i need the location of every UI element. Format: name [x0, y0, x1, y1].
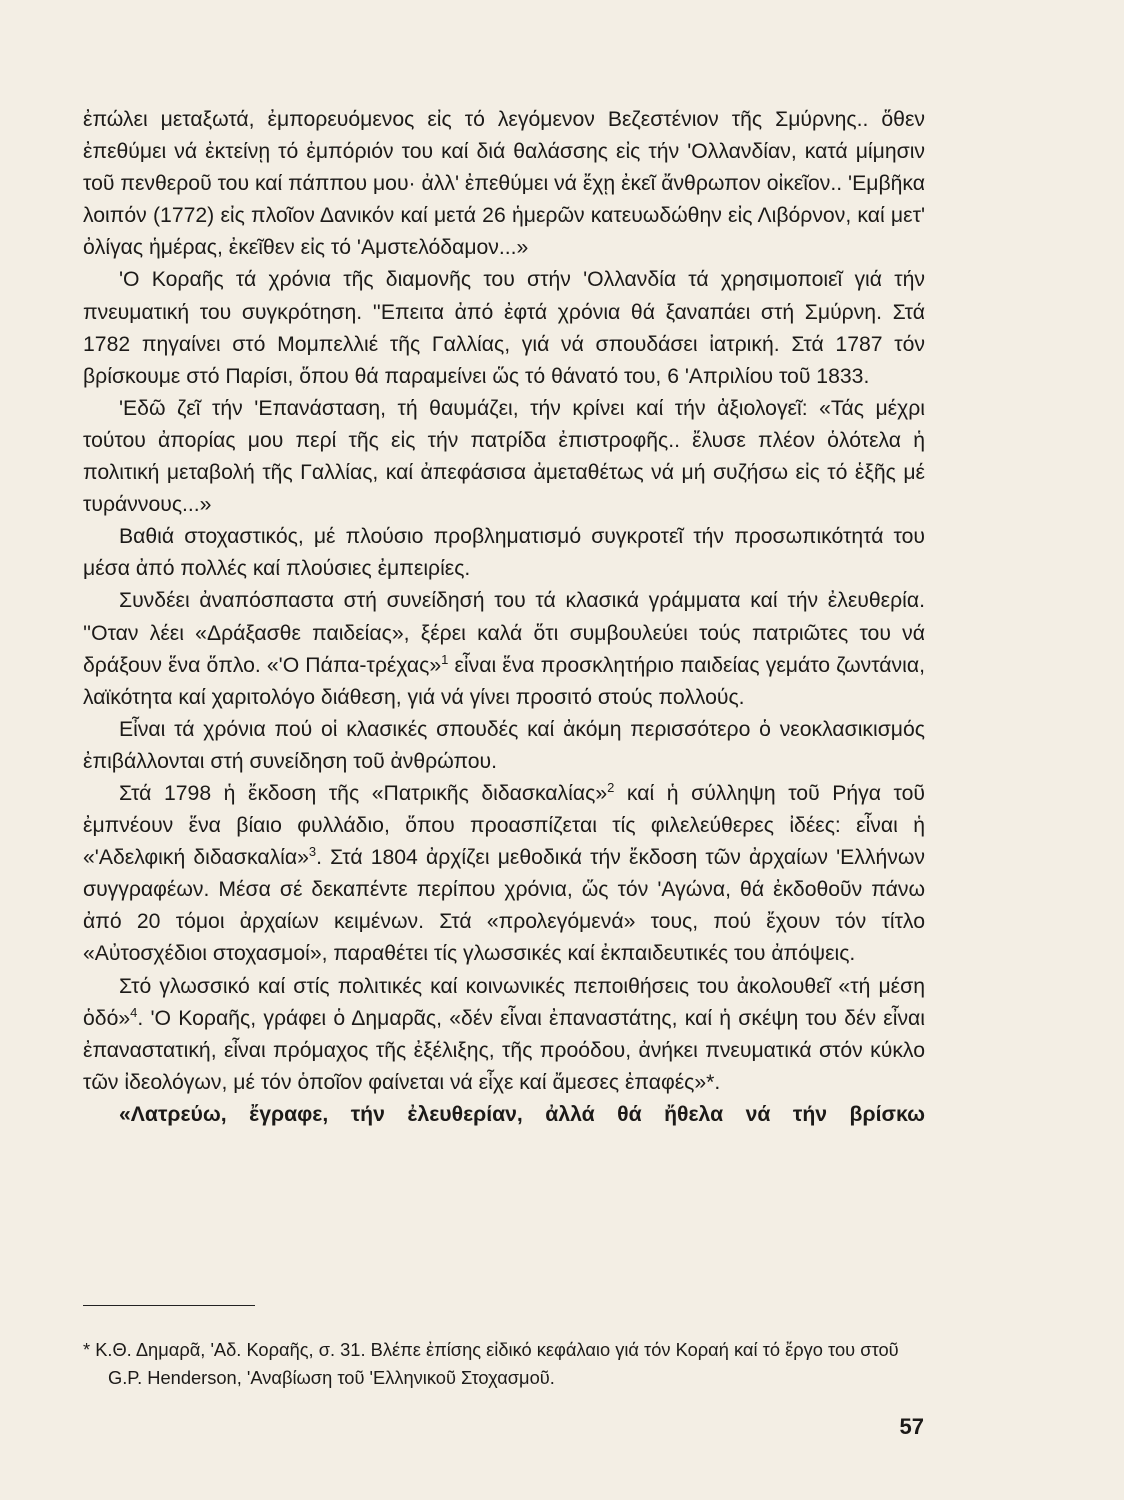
paragraph	[83, 585, 925, 713]
footnote-divider	[83, 1305, 255, 1306]
paragraph-text: 'Ο Κοραῆς τά χρόνια τῆς διαμονῆς του στήν 'Ολλανδία τά χρησιμοποιεῖ γιά τήν πνευματική του συγκρότηση. ''Επειτα ἀπό ἐφτά χρόνια θά ξαναπάει στή Σμύρνη. Στά 1782 πηγαίνει στό Μομπελλιέ τῆς Γαλλίας, γιά νά σπουδάσει ἰατρική. Στά 1787 τόν βρίσκουμε στό Παρίσι, ὅπου θά παραμείνει ὥς τό θάνατό του, 6 'Απριλίου τοῦ 1833.	[83, 268, 925, 388]
paragraph-text: . Στά 1804 ἀρχίζει μεθοδικά τήν ἔκδοση τῶν ἀρχαίων 'Ελλήνων συγγραφέων. Μέσα σέ δεκαπέντε περίπου χρόνια, ὥς τόν 'Αγώνα, θά ἐκδοθοῦν πάνω ἀπό 20 τόμοι ἀρχαίων κειμένων. Στά «προλεγόμενά» τους, πού ἔχουν τόν τίτλο «Αὐτοσχέδιοι στοχασμοί», παραθέτει τίς γλωσσικές καί ἐκπαιδευτικές του ἀπόψεις.	[83, 846, 925, 966]
page-number: 57	[899, 1414, 924, 1439]
paragraph-text: Βαθιά στοχαστικός, μέ πλούσιο προβληματισμό συγκροτεῖ τήν προσωπικότητά του μέσα ἀπό πολλές καί πλούσιες ἐμπειρίες.	[83, 525, 925, 581]
footnote-marker: 1	[441, 651, 449, 667]
paragraph-text: 'Εδῶ ζεῖ τήν 'Επανάσταση, τή θαυμάζει, τήν κρίνει καί τήν ἀξιολογεῖ: «Τάς μέχρι τούτου ἀπορίας μου περί τῆς εἰς τήν πατρίδα ἐπιστροφῆς.. ἔλυσε πλέον ὁλότελα ἡ πολιτική μεταβολή τῆς Γαλλίας, καί ἀπεφάσισα ἀμεταθέτως νά μή συζήσω εἰς τό ἑξῆς μέ τυράννους...»	[83, 396, 925, 517]
paragraph	[83, 264, 925, 392]
bold-quote-line: «Λατρεύω, ἔγραφε, τήν ἐλευθερίαν, ἀλλά θά ἤθελα νά τήν βρίσκω	[119, 1102, 925, 1126]
paragraph-text: εἶναι ἕνα προσκλητήριο παιδείας γεμάτο ζωντάνια, λαϊκότητα καί χαριτολόγο διάθεση, γιά νά γίνει προσιτό στούς πολλούς.	[83, 653, 925, 709]
footnote-marker: 2	[607, 779, 615, 795]
footnote-marker: 3	[308, 844, 317, 860]
body-text	[83, 104, 925, 1131]
paragraph-text: Συνδέει ἀναπόσπαστα στή συνείδησή του τά κλασικά γράμματα καί τήν ἐλευθερία. ''Οταν λέει «Δράξασθε παιδείας», ξέρει καλά ὅτι συμβουλεύει τούς πατριῶτες του νά δράξουν ἕνα ὅπλο. «'Ο Πάπα-τρέχας»	[83, 589, 925, 677]
paragraph-text: Στό γλωσσικό καί στίς πολιτικές καί κοινωνικές πεποιθήσεις του ἀκολουθεῖ «τή μέση ὁδό»	[83, 974, 925, 1030]
paragraph-text: καί ἡ σύλληψη τοῦ Ρήγα τοῦ ἐμπνέουν ἕνα βίαιο φυλλάδιο, ὅπου προασπίζεται τίς φιλελεύθερες ἰδέες: εἶναι ἡ «'Αδελφική διδασκαλία»	[83, 781, 925, 870]
paragraph	[83, 714, 925, 778]
paragraph	[83, 521, 925, 585]
paragraph	[83, 393, 925, 521]
paragraph	[83, 971, 925, 1099]
footnote-text: * Κ.Θ. Δημαρᾶ, 'Αδ. Κοραῆς, σ. 31. Βλέπε ἐπίσης εἰδικό κεφάλαιο γιά τόν Κοραή καί τό ἔργο του στοῦ G.P. Henderson, 'Αναβίωση τοῦ 'Ελληνικοῦ Στοχασμοῦ.	[83, 1339, 899, 1388]
footnote-marker: 4	[130, 1004, 138, 1020]
paragraph-text: . 'Ο Κοραῆς, γράφει ὁ Δημαρᾶς, «δέν εἶναι ἐπαναστάτης, καί ἡ σκέψη του δέν εἶναι ἐπαναστατική, εἶναι πρόμαχος τῆς ἐξέλιξης, τῆς προόδου, ἀνήκει πνευματικά στόν κύκλο τῶν ἰδεολόγων, μέ τόν ὁποῖον φαίνεται νά εἶχε καί ἄμεσες ἐπαφές»*.	[83, 1006, 925, 1094]
paragraph	[83, 778, 925, 971]
paragraph	[83, 104, 925, 264]
paragraph-text: Στά 1798 ἡ ἔκδοση τῆς «Πατρικῆς διδασκαλίας»	[119, 781, 608, 805]
paragraph-text: Εἶναι τά χρόνια πού οἱ κλασικές σπουδές καί ἀκόμη περισσότερο ὁ νεοκλασικισμός ἐπιβάλλονται στή συνείδηση τοῦ ἀνθρώπου.	[83, 717, 925, 773]
paragraph-text: ἐπώλει μεταξωτά, ἐμπορευόμενος εἰς τό λεγόμενον Βεζεστένιον τῆς Σμύρνης.. ὅθεν ἐπεθύμει νά ἐκτείνῃ τό ἐμπόριόν του καί διά θαλάσσης εἰς τήν 'Ολλανδίαν, κατά μίμησιν τοῦ πενθεροῦ του καί πάππου μου· ἀλλ' ἐπεθύμει νά ἔχῃ ἐκεῖ ἄνθρωπον οἰκεῖον.. 'Εμβῆκα λοιπόν (1772) εἰς πλοῖον Δανικόν καί μετά 26 ἡμερῶν κατευωδώθην εἰς Λιβόρνον, καί μετ' ὀλίγας ἡμέρας, ἐκεῖθεν εἰς τό 'Αμστελόδαμον...»	[83, 108, 925, 260]
footnote	[83, 1336, 925, 1392]
